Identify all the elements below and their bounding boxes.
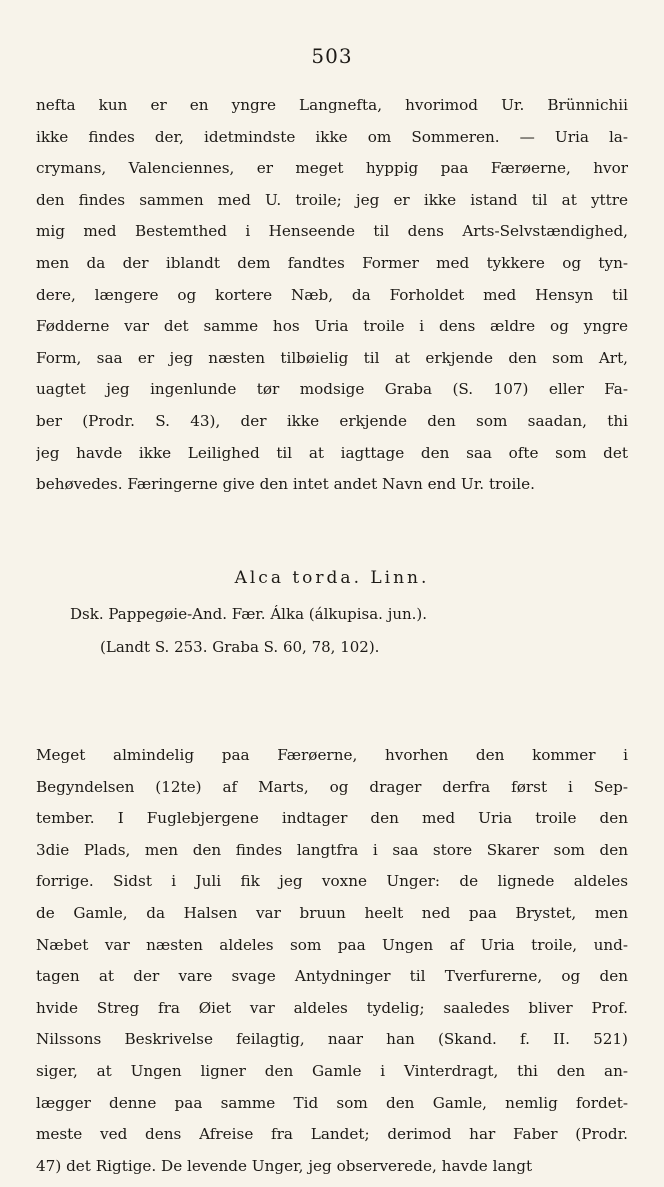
text-line: Meget almindelig paa Færøerne, hvorhen den kommer i <box>36 746 628 764</box>
text-line: dere, længere og kortere Næb, da Forholdet med Hensyn til <box>36 285 628 304</box>
text-line: forrige. Sidst i Juli fik jeg voxne Unger: de lignede aldeles <box>36 872 628 891</box>
text-line: 47) det Rigtige. De levende Unger, jeg observerede, havde langt <box>36 1156 533 1175</box>
text-line: meste ved dens Afreise fra Landet; derimod har Faber (Prodr. <box>36 1125 628 1144</box>
text-line: Næbet var næsten aldeles som paa Ungen af Uria troile, und- <box>36 935 628 954</box>
text-line: Fødderne var det samme hos Uria troile i dens ældre og yngre <box>36 317 628 336</box>
text-line: jeg havde ikke Leilighed til at iagttage den saa ofte som det <box>36 443 628 462</box>
text-line: siger, at Ungen ligner den Gamle i Vinterdragt, thi den an- <box>36 1061 628 1080</box>
text-line: men da der iblandt dem fandtes Former med tykkere og tyn- <box>36 253 628 272</box>
text-line: tember. I Fuglebjergene indtager den med Uria troile den <box>36 809 628 828</box>
species-heading: Alca torda. Linn. <box>234 568 430 588</box>
text-line: ber (Prodr. S. 43), der ikke erkjende den som saadan, thi <box>36 411 628 430</box>
text-line: crymans, Valenciennes, er meget hyppig paa Færøerne, hvor <box>36 159 628 178</box>
paragraph-alca <box>36 740 628 1182</box>
text-line: nefta kun er en yngre Langnefta, hvorimod Ur. Brünnichii <box>36 96 628 114</box>
text-line: ikke findes der, idetmindste ikke om Sommeren. — Uria la- <box>36 127 628 146</box>
text-line: mig med Bestemthed i Henseende til dens Arts-Selvstændighed, <box>36 222 628 241</box>
text-line: de Gamle, da Halsen var bruun heelt ned paa Brystet, men <box>36 903 628 922</box>
text-line: behøvedes. Færingerne give den intet andet Navn end Ur. troile. <box>36 475 535 494</box>
text-line: Form, saa er jeg næsten tilbøielig til at erkjende den som Art, <box>36 348 628 367</box>
text-line: tagen at der vare svage Antydninger til Tverfurerne, og den <box>36 967 628 986</box>
synonym-line: Dsk. Pappegøie-And. Fær. Álka (álkupisa. jun.). <box>70 605 428 623</box>
paragraph-uria <box>36 90 628 501</box>
reference-line: (Landt S. 253. Graba S. 60, 78, 102). <box>100 638 380 656</box>
text-line: Begyndelsen (12te) af Marts, og drager derfra først i Sep- <box>36 777 628 796</box>
text-line: 3die Plads, men den findes langtfra i saa store Skarer som den <box>36 840 628 859</box>
text-line: Nilssons Beskrivelse feilagtig, naar han (Skand. f. II. 521) <box>36 1030 628 1049</box>
text-line: uagtet jeg ingenlunde tør modsige Graba (S. 107) eller Fa- <box>36 380 628 399</box>
page-number: 503 <box>311 44 353 68</box>
text-line: hvide Streg fra Øiet var aldeles tydelig; saaledes bliver Prof. <box>36 998 628 1017</box>
text-line: lægger denne paa samme Tid som den Gamle, nemlig fordet- <box>36 1093 628 1112</box>
text-line: den findes sammen med U. troile; jeg er ikke istand til at yttre <box>36 190 628 209</box>
